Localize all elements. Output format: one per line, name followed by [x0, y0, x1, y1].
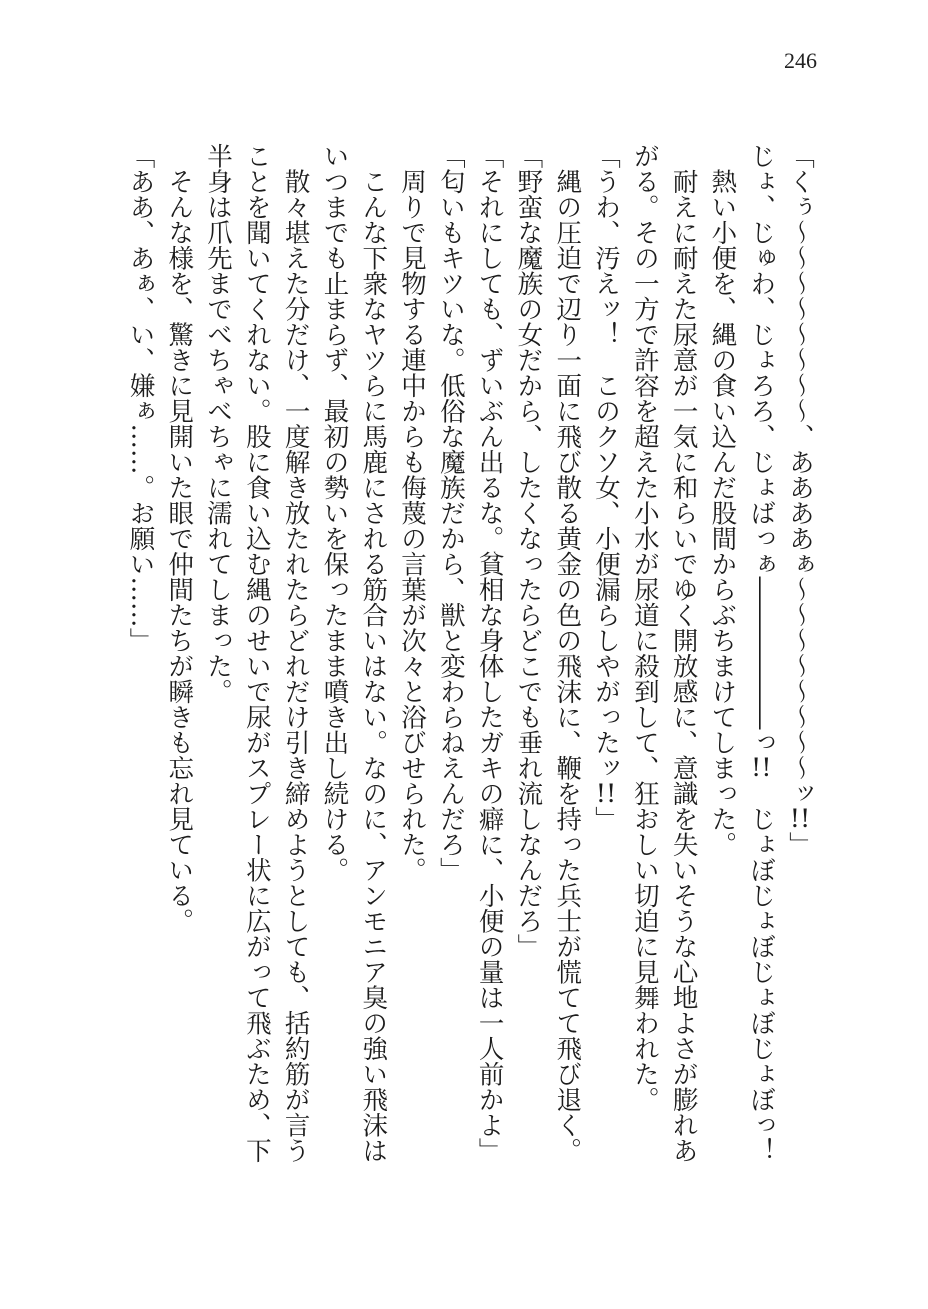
- text-line: 「匂いもキツいな。低俗な魔族だから、獣と変わらねえんだろ」: [435, 143, 466, 883]
- page-number: 246: [784, 48, 817, 73]
- double-exclamation: !!: [750, 755, 772, 781]
- text-line: 縄の圧迫で辺り一面に飛び散る黄金の色の飛沫に、鞭を持った兵士が慌てて飛び退く。: [552, 143, 583, 1163]
- text-line: 散々堪えた分だけ、一度解き放たれたらどれだけ引き締めようとしても、括約筋が言う: [280, 143, 311, 1163]
- text-line: そんな様を、驚きに見開いた眼で仲間たちが瞬きも忘れ見ている。: [164, 143, 195, 934]
- double-exclamation: !!: [595, 780, 617, 806]
- text-line: じょ、じゅわ、じょろろ、じょばっぁ――――――っ!! じょぼじょぼじょぼじょぼっ！: [746, 143, 777, 1163]
- text-line: 熱い小便を、縄の食い込んだ股間からぶちまけてしまった。: [707, 143, 738, 857]
- text-line: こんな下衆なヤツらに馬鹿にされる筋合いはない。なのに、アンモニア臭の強い飛沫は: [358, 143, 389, 1163]
- text-line: 半身は爪先までべちゃべちゃに濡れてしまった。: [203, 143, 234, 704]
- text-line: 「野蛮な魔族の女だから、したくなったらどこでも垂れ流しなんだろ」: [513, 143, 544, 959]
- text-line: 「それにしても、ずいぶん出るな。貧相な身体したガキの癖に、小便の量は一人前かよ」: [474, 143, 505, 1163]
- text-line: 「ああ、あぁ、い、嫌ぁ……。お願い……」: [125, 143, 156, 653]
- text-line: 「くぅ〜〜〜〜〜〜〜〜、ああああぁ〜〜〜〜〜〜〜〜ッ!!」: [785, 143, 815, 857]
- text-line: がる。その一方で許容を超えた小水が尿道に殺到して、狂おしい切迫に見舞われた。: [629, 143, 660, 1112]
- text-line: ことを聞いてくれない。股に食い込む縄のせいで尿がスプレー状に広がって飛ぶため、下: [241, 143, 272, 1163]
- text-line: 周りで見物する連中からも侮蔑の言葉が次々と浴びせられた。: [397, 143, 428, 883]
- text-line: いつまでも止まらず、最初の勢いを保ったまま噴き出し続ける。: [319, 143, 350, 883]
- text-line: 耐えに耐えた尿意が一気に和らいでゆく開放感に、意識を失いそうな心地よさが膨れあ: [668, 143, 699, 1163]
- double-exclamation: !!: [789, 806, 811, 832]
- text-line: 「うわ、汚えッ！ このクソ女、小便漏らしやがったッ!!」: [591, 143, 622, 832]
- body-text: [121, 143, 819, 1173]
